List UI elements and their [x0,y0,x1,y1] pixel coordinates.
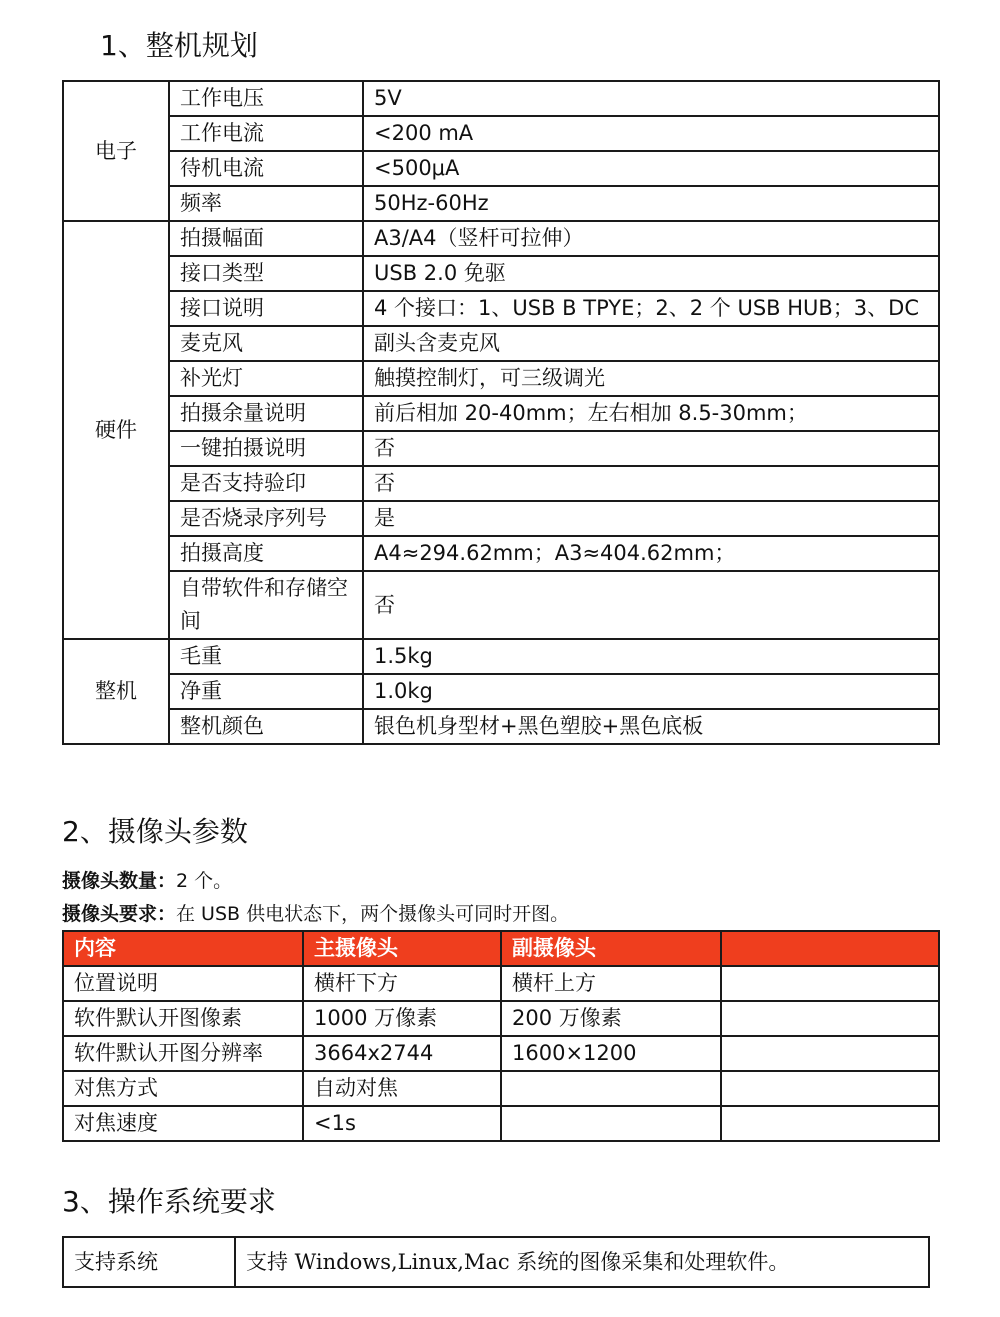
spec-row [63,501,939,536]
camera-param-table [62,930,940,1142]
column-header: 内容 [63,931,303,966]
spec-value: 是 [363,501,939,536]
spec-group-label: 整机 [63,639,169,744]
os-row [63,1237,929,1287]
spec-item: 一键拍摄说明 [169,431,363,466]
spec-item: 整机颜色 [169,709,363,744]
camera-requirement-value: 在 USB 供电状态下，两个摄像头可同时开图。 [176,903,570,925]
spec-row [63,291,939,326]
spec-value: 否 [363,571,939,639]
spec-item: 接口说明 [169,291,363,326]
spec-value: <200 mA [363,116,939,151]
spec-value: 50Hz-60Hz [363,186,939,221]
table-cell [721,1001,939,1036]
table-cell [721,1106,939,1141]
spec-item: 是否支持验印 [169,466,363,501]
spec-value: 否 [363,431,939,466]
spec-value: 副头含麦克风 [363,326,939,361]
table-cell [721,1036,939,1071]
spec-row [63,709,939,744]
table-row [63,1001,939,1036]
spec-value: 否 [363,466,939,501]
machine-spec-table [62,80,940,745]
table-cell [501,1071,721,1106]
table-row [63,966,939,1001]
spec-row [63,151,939,186]
section2-title: 2、摄像头参数 [62,815,248,848]
table-cell: 3664x2744 [303,1036,501,1071]
spec-row [63,396,939,431]
spec-value: 5V [363,81,939,116]
spec-item: 麦克风 [169,326,363,361]
spec-item: 工作电流 [169,116,363,151]
spec-group-label: 电子 [63,81,169,221]
spec-row [63,536,939,571]
table-cell: 横杆上方 [501,966,721,1001]
spec-item: 工作电压 [169,81,363,116]
spec-row [63,326,939,361]
spec-row [63,571,939,639]
spec-item: 待机电流 [169,151,363,186]
spec-item: 是否烧录序列号 [169,501,363,536]
table-cell: 软件默认开图像素 [63,1001,303,1036]
spec-value: A4≈294.62mm；A3≈404.62mm； [363,536,939,571]
spec-row [63,256,939,291]
spec-row [63,466,939,501]
column-header: 副摄像头 [501,931,721,966]
section1-title: 1、整机规划 [100,29,258,62]
spec-value: USB 2.0 免驱 [363,256,939,291]
spec-value: 前后相加 20-40mm；左右相加 8.5-30mm； [363,396,939,431]
spec-row [63,674,939,709]
os-label: 支持系统 [63,1237,235,1287]
spec-item: 净重 [169,674,363,709]
table-cell: 横杆下方 [303,966,501,1001]
camera-requirement [62,905,569,924]
table-row [63,1106,939,1141]
spec-value: 1.5kg [363,639,939,674]
spec-row [63,81,939,116]
table-cell: 对焦速度 [63,1106,303,1141]
table-cell: 自动对焦 [303,1071,501,1106]
column-header: 主摄像头 [303,931,501,966]
os-requirement-table [62,1236,930,1288]
table-cell [721,966,939,1001]
spec-item: 自带软件和存储空间 [169,571,363,639]
spec-value: 1.0kg [363,674,939,709]
table-cell [721,1071,939,1106]
spec-item: 频率 [169,186,363,221]
table-cell [501,1106,721,1141]
spec-row [63,361,939,396]
table-cell: 1000 万像素 [303,1001,501,1036]
section3-title: 3、操作系统要求 [62,1185,276,1218]
spec-row [63,116,939,151]
table-cell: 对焦方式 [63,1071,303,1106]
spec-row [63,431,939,466]
camera-count [62,872,232,891]
camera-count-label: 摄像头数量： [62,870,177,892]
table-cell: <1s [303,1106,501,1141]
table-header-row [63,931,939,966]
column-header [721,931,939,966]
spec-item: 毛重 [169,639,363,674]
spec-row [63,221,939,256]
table-cell: 软件默认开图分辨率 [63,1036,303,1071]
camera-count-value: 2 个。 [176,870,233,892]
spec-item: 拍摄幅面 [169,221,363,256]
table-row [63,1071,939,1106]
spec-value: <500μA [363,151,939,186]
spec-value: 4 个接口：1、USB B TPYE；2、2 个 USB HUB；3、DC [363,291,939,326]
spec-item: 拍摄余量说明 [169,396,363,431]
os-value: 支持 Windows,Linux,Mac 系统的图像采集和处理软件。 [235,1237,929,1287]
spec-item: 拍摄高度 [169,536,363,571]
table-cell: 200 万像素 [501,1001,721,1036]
spec-row [63,186,939,221]
spec-item: 接口类型 [169,256,363,291]
spec-group-label: 硬件 [63,221,169,639]
camera-requirement-label: 摄像头要求： [62,903,177,925]
spec-value: 触摸控制灯，可三级调光 [363,361,939,396]
spec-row [63,639,939,674]
table-row [63,1036,939,1071]
table-cell: 1600×1200 [501,1036,721,1071]
spec-value: A3/A4（竖杆可拉伸） [363,221,939,256]
spec-item: 补光灯 [169,361,363,396]
spec-value: 银色机身型材+黑色塑胶+黑色底板 [363,709,939,744]
table-cell: 位置说明 [63,966,303,1001]
